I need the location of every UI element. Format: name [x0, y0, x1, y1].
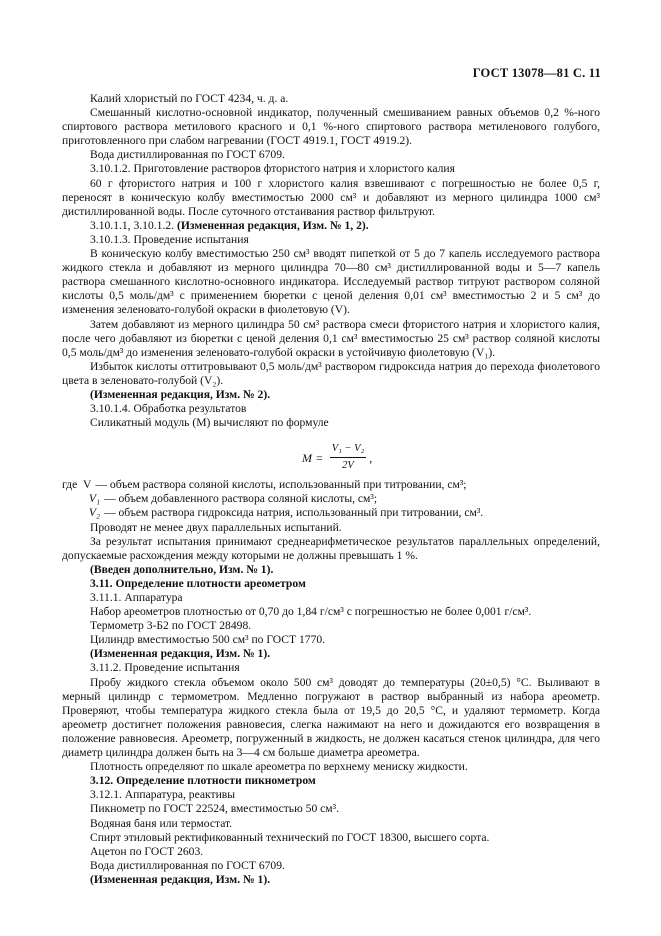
formula-legend	[62, 478, 600, 520]
bold-paragraph: (Измененная редакция, Изм. № 1).	[90, 872, 271, 886]
paragraph: 3.10.1.4. Обработка результатов	[90, 402, 247, 416]
paragraph: Вода дистиллированная по ГОСТ 6709.	[90, 858, 285, 872]
legend-text: — объем раствора гидроксида натрия, использованный при титровании, см³.	[104, 506, 484, 520]
paragraph: Пикнометр по ГОСТ 22524, вместимостью 50 см³.	[90, 802, 339, 816]
paragraph: Пробу жидкого стекла объемом около 500 см³ доводят до температуры (20±0,5) °С. Выливают в мерный цилиндр с термометром. Медленно погружают в раствор выбранный из набора ареометр. Проверяют, чтобы температура жидкого стекла была от 19,5 до 20,5 °С, и удаляют термометр. Когда ареометр достигнет положения равновесия, слегка нажимают на него и дожидаются его возвращения в положение равновесия. Ареометр, погруженный в жидкость, не должен касаться стенок цилиндра, для чего диаметр цилиндра должен быть на 3—4 см больше диаметра ареометра.	[62, 675, 600, 760]
formula-denominator: 2V	[342, 460, 354, 472]
paragraph: Ацетон по ГОСТ 2603.	[90, 844, 204, 858]
paragraph: 3.10.1.3. Проведение испытания	[90, 232, 249, 246]
paragraph: Цилиндр вместимостью 500 см³ по ГОСТ 1770.	[90, 633, 326, 647]
paragraph: Проводят не менее двух параллельных испытаний.	[90, 520, 342, 534]
paragraph: Термометр 3-Б2 по ГОСТ 28498.	[90, 619, 252, 633]
paragraph: Силикатный модуль (M) вычисляют по формуле	[90, 416, 329, 430]
formula-numerator: V₁ − V₂	[330, 442, 366, 458]
page-header: ГОСТ 13078—81 С. 11	[472, 66, 601, 80]
legend-symbol: V₁	[88, 492, 100, 506]
paragraph: (Измененная редакция, Изм. № 2).	[90, 387, 271, 401]
legend-symbol: V₂	[88, 506, 100, 520]
legend-symbol: где V	[62, 478, 92, 492]
formula-tail: ,	[369, 450, 373, 465]
paragraph: Калий хлористый по ГОСТ 4234, ч. д. а.	[90, 92, 289, 105]
paragraph: Набор ареометров плотностью от 0,70 до 1,84 г/см³ с погрешностью не более 0,001 г/см³.	[90, 605, 532, 619]
paragraph: 3.11.2. Проведение испытания	[90, 661, 240, 675]
paragraph: 3.12.1. Аппаратура, реактивы	[90, 788, 236, 802]
paragraph: Спирт этиловый ректификованный технический по ГОСТ 18300, высшего сорта.	[90, 830, 490, 844]
legend-row	[62, 492, 600, 506]
formula-block	[62, 432, 600, 476]
paragraph: Избыток кислоты оттитровывают 0,5 моль/дм³ раствором гидроксида натрия до перехода фиолетового цвета в зеленовато-голубой (V₂).	[62, 359, 600, 387]
equals-sign: =	[316, 450, 323, 465]
paragraph: Водяная баня или термостат.	[90, 816, 233, 830]
bold-paragraph: 3.12. Определение плотности пикнометром	[90, 774, 316, 788]
legend-row	[62, 478, 600, 492]
legend-text: — объем раствора соляной кислоты, использованный при титровании, см³;	[95, 478, 467, 492]
bold-paragraph: 3.11. Определение плотности ареометром	[90, 576, 306, 590]
formula-lhs: M	[302, 450, 312, 465]
document-body	[62, 92, 600, 887]
paragraph: В коническую колбу вместимостью 250 см³ вводят пипеткой от 5 до 7 капель исследуемого раствора жидкого стекла и добавляют из мерного цилиндра 70—80 см³ дистиллированной воды и 5—7 капель раствора смешанного кислотно-основного индикатора. Исследуемый раствор титруют раствором соляной кислоты 0,5 моль/дм³ с применением бюретки с ценой деления 0,01 см³ вместимостью 2 и 5 см³ до изменения зеленовато-голубой окраски в фиолетовую (V).	[62, 247, 600, 317]
paragraph	[62, 219, 600, 233]
section-reagents-and-procedure	[62, 92, 600, 430]
bold-paragraph: (Введен дополнительно, Изм. № 1).	[90, 562, 274, 576]
silicate-modulus-formula	[302, 442, 372, 473]
bold-paragraph: (Измененная редакция, Изм. № 1).	[90, 647, 271, 661]
legend-row	[62, 506, 600, 520]
amendment-note: (Измененная редакция, Изм. № 1, 2).	[176, 218, 369, 232]
paragraph: 60 г фтористого натрия и 100 г хлористого калия взвешивают с погрешностью не более 0,5 г, переносят в коническую колбу вместимостью 2000 см³ и добавляют из мерного цилиндра 1000 см³ дистиллированной воды. После суточного отстаивания раствор фильтруют.	[62, 176, 600, 218]
paragraph: 3.10.1.2. Приготовление растворов фтористого натрия и хлористого калия	[90, 162, 455, 176]
paragraph: Смешанный кислотно-основной индикатор, полученный смешиванием равных объемов 0,2 %-ного спиртового раствора метилового красного и 0,1 %-ного спиртового раствора метиленового голубого, приготовленного при слабом нагревании (ГОСТ 4919.1, ГОСТ 4919.2).	[62, 106, 600, 148]
paragraph-text: 3.10.1.1, 3.10.1.2.	[90, 218, 177, 232]
paragraph: 3.11.1. Аппаратура	[90, 591, 183, 604]
paragraph: Затем добавляют из мерного цилиндра 50 см³ раствора смеси фтористого натрия и хлористого калия, после чего добавляют из бюретки с ценой деления 0,1 см³ вместимостью 25 см³ раствор соляной кислоты 0,5 моль/дм³ до изменения зеленовато-голубой окраски в устойчивую фиолетовую (V₁).	[62, 317, 600, 359]
formula-fraction	[330, 442, 366, 473]
paragraph: За результат испытания принимают среднеарифметическое результатов параллельных определений, допускаемые расхождения между которыми не должны превышать 1 %.	[62, 534, 600, 562]
section-density	[62, 521, 600, 887]
paragraph: Вода дистиллированная по ГОСТ 6709.	[90, 148, 285, 162]
paragraph: Плотность определяют по шкале ареометра по верхнему мениску жидкости.	[90, 760, 468, 774]
legend-text: — объем добавленного раствора соляной кислоты, см³;	[104, 492, 378, 506]
